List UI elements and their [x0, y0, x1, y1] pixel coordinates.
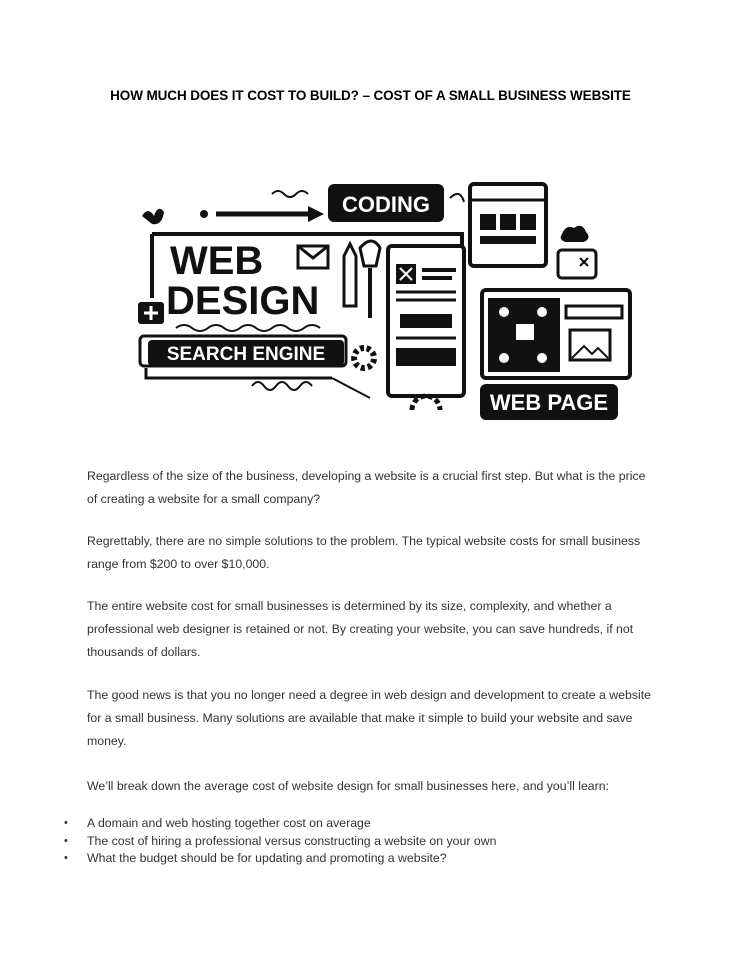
web-page-label: WEB PAGE [489, 390, 609, 415]
arrow-right-icon [308, 206, 324, 222]
cost-range-paragraph: Regrettably, there are no simple solutions to the problem. The typical website costs for small business range from $200 to over $10,000. [87, 534, 641, 571]
bullet-icon: • [64, 817, 68, 829]
bullet-icon: • [64, 852, 68, 864]
list-item [62, 815, 662, 833]
search-engine-label: SEARCH ENGINE [166, 344, 326, 365]
image-icon [570, 330, 610, 360]
page-title: HOW MUCH DOES IT COST TO BUILD? – COST OF A SMALL BUSINESS WEBSITE [110, 88, 631, 103]
chat-bubble-icon [558, 250, 596, 278]
web-label: WEB [170, 239, 264, 283]
good-news-paragraph: The good news is that you no longer need a degree in web design and development to create a website for a small business. Many solutions are available that make it simple to build your website and save money. [87, 688, 651, 748]
learn-intro-paragraph: We’ll break down the average cost of website design for small businesses here, and you’ll learn: [87, 779, 609, 793]
list-item [62, 833, 662, 851]
list-item [62, 850, 662, 868]
design-label: DESIGN [166, 279, 320, 323]
list-item-text: The cost of hiring a professional versus constructing a website on your own [87, 833, 497, 848]
cost-factors-paragraph: The entire website cost for small businesses is determined by its size, complexity, and whether a professional web designer is retained or not. By creating your website, you can save hundreds, if not thousands of dollars. [87, 599, 634, 659]
nib-icon [360, 241, 380, 266]
gear-icon [354, 348, 374, 368]
cloud-icon [561, 226, 589, 242]
intro-paragraph: Regardless of the size of the business, developing a website is a crucial first step. But what is the price of creating a website for a small company? [87, 469, 646, 506]
learning-points-list [62, 815, 662, 868]
web-design-illustration [132, 178, 632, 424]
list-item-text: A domain and web hosting together cost on average [87, 816, 371, 830]
list-item-text: What the budget should be for updating and promoting a website? [87, 851, 447, 865]
dot-doodle [200, 210, 208, 218]
leaf-doodle-icon [142, 209, 164, 224]
coding-label: CODING [342, 192, 430, 217]
pen-icon [344, 244, 356, 306]
bullet-icon: • [64, 834, 68, 847]
